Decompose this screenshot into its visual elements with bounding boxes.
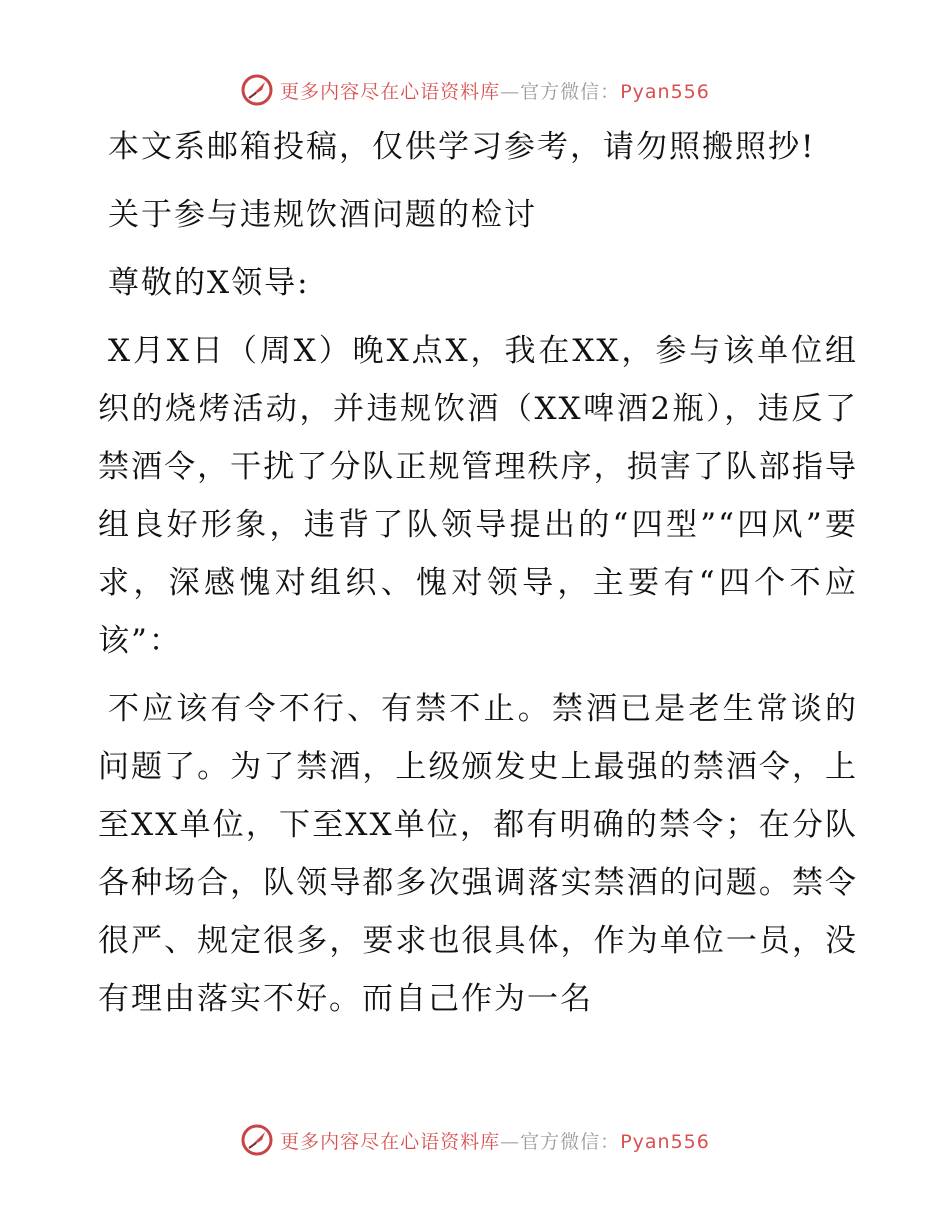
footer-banner [0,1120,950,1160]
banner-wechat-label: 官方微信： [520,80,621,103]
document-paragraph-1: X月X日（周X）晚X点X，我在XX，参与该单位组织的烧烤活动，并违规饮酒（XX啤酒2瓶），违反了禁酒令，干扰了分队正规管理秩序，损害了队部指导组良好形象，违背了队领导提出的“四型”“四风”要求，深感愧对组织、愧对领导，主要有“四个不应该”： [98,333,858,659]
quill-logo-icon [240,73,274,107]
banner-site-text-group [280,1127,710,1154]
banner-site-text: 更多内容尽在心语资料库 [280,80,501,103]
banner-site-text: 更多内容尽在心语资料库 [280,1130,501,1153]
quill-logo-icon [240,1123,274,1157]
banner-dash: — [500,1130,521,1153]
header-banner [0,70,950,110]
banner-wechat-label: 官方微信： [520,1130,621,1153]
document-body [98,118,858,1038]
document-paragraph-2: 不应该有令不行、有禁不止。禁酒已是老生常谈的问题了。为了禁酒，上级颁发史上最强的禁酒令，上至XX单位，下至XX单位，都有明确的禁令；在分队各种场合，队领导都多次强调落实禁酒的问题。禁令很严、规定很多，要求也很具体，作为单位一员，没有理由落实不好。而自己作为一名 [98,691,858,1017]
banner-dash: — [500,80,521,103]
document-salutation: 尊敬的X领导: [108,265,310,301]
document-notice: 本文系邮箱投稿，仅供学习参考，请勿照搬照抄! [108,129,816,165]
banner-wechat-id: Pyan556 [620,1130,710,1153]
banner-wechat-id: Pyan556 [620,80,710,103]
document-title: 关于参与违规饮酒问题的检讨 [108,197,537,233]
banner-site-text-group [280,77,710,104]
